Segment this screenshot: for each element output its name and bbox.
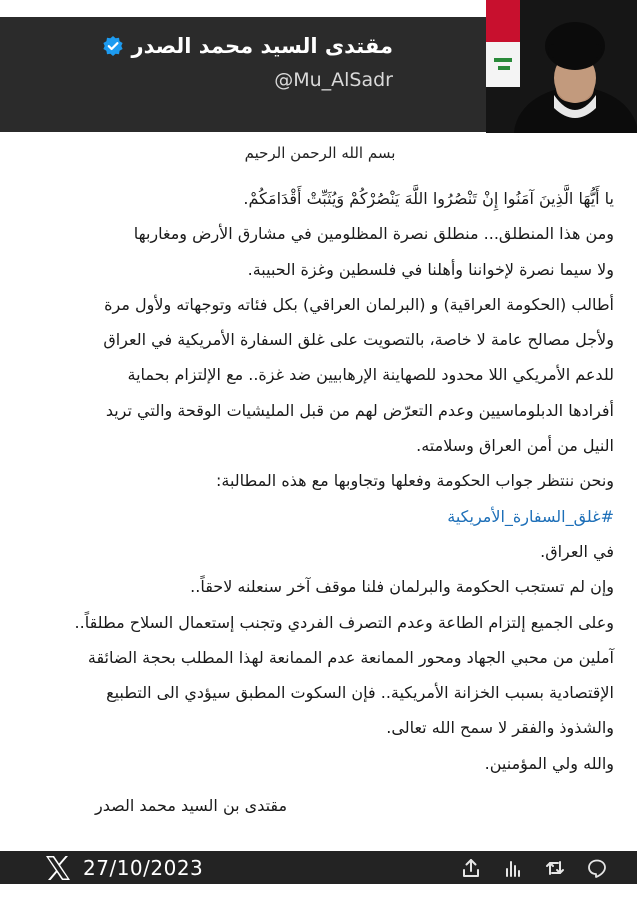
signature: مقتدى بن السيد محمد الصدر [95,796,288,815]
post-footer [0,851,637,884]
verified-badge-icon [102,35,124,57]
hashtag-link[interactable]: #غلق_السفارة_الأمريكية [447,506,614,526]
post-actions [461,857,607,879]
post-date: 27/10/2023 [83,856,204,880]
iraq-flag-icon [486,0,520,133]
post-line: للدعم الأمريكي اللا محدود للصهاينة الإرهابيين ضد غزة.. مع الإلتزام بحماية [127,365,614,385]
display-name[interactable]: مقتدى السيد محمد الصدر [131,34,393,58]
post-body [26,136,614,788]
analytics-icon[interactable] [503,858,523,878]
reply-icon[interactable] [587,858,607,878]
post-line: أطالب (الحكومة العراقية) و (البرلمان العراقي) بكل فئاته وتوجهاته ولأول مرة [104,294,614,314]
x-logo-icon [44,855,72,881]
post-line: النيل من أمن العراق وسلامته. [416,436,614,456]
post-line: يا أَيُّهَا الَّذِينَ آمَنُوا إِنْ تَنْصُرُوا اللَّهَ يَنْصُرْكُمْ وَيُثَبِّتْ أَقْدَامَكُمْ. [243,189,614,208]
retweet-icon[interactable] [545,858,565,878]
profile-photo[interactable] [486,0,637,133]
user-handle[interactable]: @Mu_AlSadr [274,69,393,91]
post-line: ولأجل مصالح عامة لا خاصة، بالتصويت على غلق السفارة الأمريكية في العراق [103,330,614,350]
post-line: الإقتصادية بسبب الخزانة الأمريكية.. فإن السكوت المطبق سيؤدي الى التطبيع [106,683,614,703]
share-icon[interactable] [461,858,481,878]
post-line: ولا سيما نصرة لإخواننا وأهلنا في فلسطين وغزة الحبيبة. [247,259,614,279]
profile-header [0,0,637,133]
post-line: وإن لم تستجب الحكومة والبرلمان فلنا موقف آخر سنعلنه لاحقاً.. [190,577,614,597]
post-line: والشذوذ والفقر لا سمح الله تعالى. [386,718,614,738]
post-line: والله ولي المؤمنين. [484,753,614,773]
display-name-row [102,34,394,58]
post-line: ونحن ننتظر جواب الحكومة وفعلها وتجاوبها مع هذه المطالبة: [216,471,614,491]
post-line: وعلى الجميع إلتزام الطاعة وعدم التصرف الفردي وتجنب إستعمال السلاح مطلقاً.. [74,612,614,632]
profile-photo-image [486,0,637,133]
post-line: في العراق. [540,541,614,561]
basmala-heading: بسم الله الرحمن الرحيم [244,144,396,162]
post-line: آملين من محبي الجهاد ومحور الممانعة عدم الممانعة لهذا المطلب بحجة الضائقة [87,647,614,667]
post-line: أفرادها الدبلوماسيين وعدم التعرّض لهم من قبل المليشيات الوقحة والتي تريد [105,400,614,420]
post-line: ومن هذا المنطلق... منطلق نصرة المظلومين في مشارق الأرض ومغاربها [133,224,614,244]
